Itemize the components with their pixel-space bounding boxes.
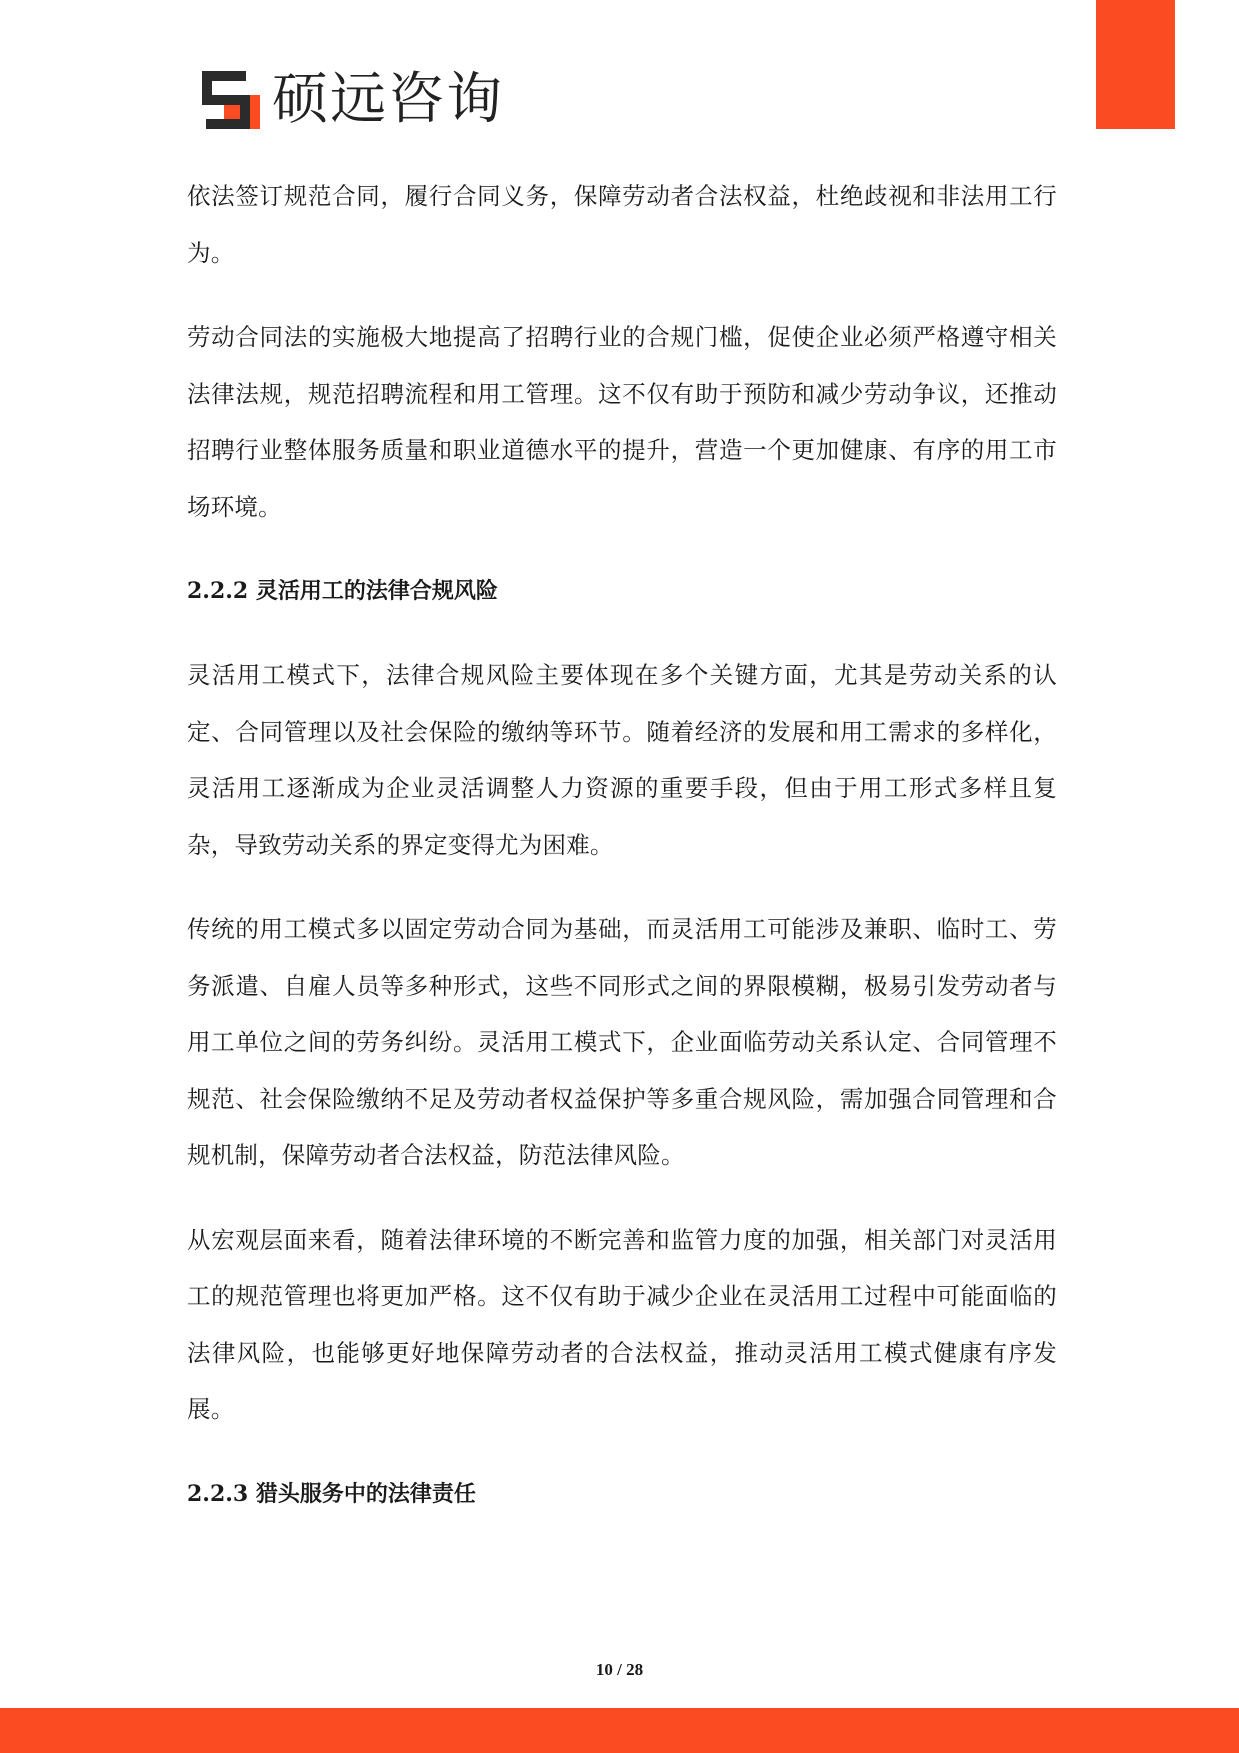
section-heading-2-2-2: 2.2.2 灵活用工的法律合规风险 — [187, 578, 498, 604]
paragraph: 从宏观层面来看，随着法律环境的不断完善和监管力度的加强，相关部门对灵活用工的规范管理也将更加严格。这不仅有助于减少企业在灵活用工过程中可能面临的法律风险，也能够更好地保障劳动者的合法权益，推动灵活用工模式健康有序发展。 — [187, 1225, 1057, 1423]
corner-accent-tab — [1096, 0, 1175, 129]
brand-logo — [202, 68, 504, 132]
section-heading-2-2-3: 2.2.3 猎头服务中的法律责任 — [187, 1480, 476, 1507]
footer-accent-bar — [0, 1708, 1239, 1753]
page-number: 10 / 28 — [595, 1660, 644, 1679]
paragraph: 依法签订规范合同，履行合同义务，保障劳动者合法权益，杜绝歧视和非法用工行为。 — [187, 182, 1057, 267]
paragraph: 传统的用工模式多以固定劳动合同为基础，而灵活用工可能涉及兼职、临时工、劳务派遣、自雇人员等多种形式，这些不同形式之间的界限模糊，极易引发劳动者与用工单位之间的劳务纠纷。灵活用工模式下，企业面临劳动关系认定、合同管理不规范、社会保险缴纳不足及劳动者权益保护等多重合规风险，需加强合同管理和合规机制，保障劳动者合法权益，防范法律风险。 — [187, 915, 1057, 1169]
document-body — [187, 168, 1057, 1550]
paragraph: 劳动合同法的实施极大地提高了招聘行业的合规门槛，促使企业必须严格遵守相关法律法规，规范招聘流程和用工管理。这不仅有助于预防和减少劳动争议，还推动招聘行业整体服务质量和职业道德水平的提升，营造一个更加健康、有序的用工市场环境。 — [187, 323, 1057, 521]
paragraph: 灵活用工模式下，法律合规风险主要体现在多个关键方面，尤其是劳动关系的认定、合同管理以及社会保险的缴纳等环节。随着经济的发展和用工需求的多样化，灵活用工逐渐成为企业灵活调整人力资源的重要手段，但由于用工形式多样且复杂，导致劳动关系的界定变得尤为困难。 — [187, 661, 1057, 859]
brand-name: 硕远咨询 — [272, 67, 504, 132]
brand-logo-icon — [202, 71, 260, 129]
